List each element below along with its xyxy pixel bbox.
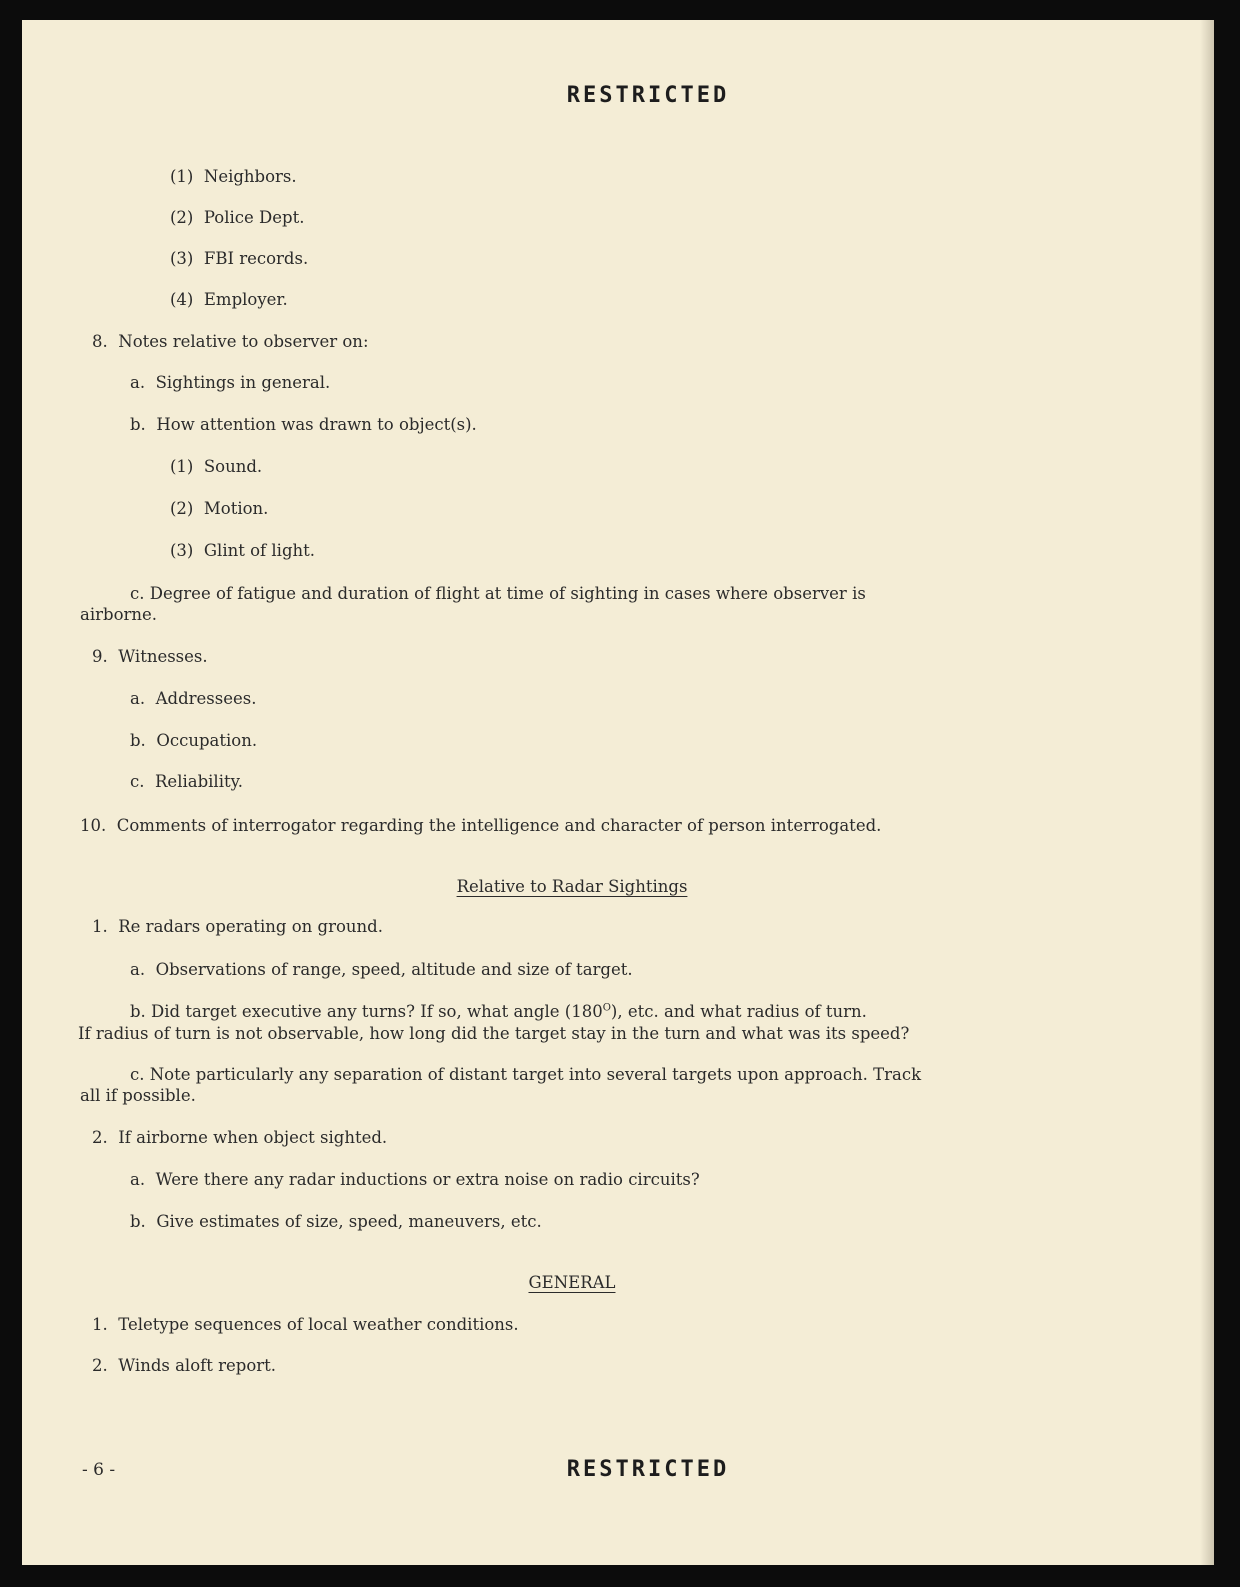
footer-classification-stamp: RESTRICTED bbox=[566, 1457, 730, 1482]
radar-item-2 bbox=[92, 1128, 387, 1147]
item-number: 2. bbox=[92, 1128, 108, 1147]
item-text: Give estimates of size, speed, maneuvers, etc. bbox=[156, 1212, 542, 1231]
general-item-2 bbox=[92, 1356, 276, 1375]
item-letter: b. bbox=[130, 1212, 146, 1231]
sub-item-8c-line1: c. Degree of fatigue and duration of flight at time of sighting in cases where observer is bbox=[130, 584, 866, 603]
item-text: Witnesses. bbox=[118, 647, 208, 666]
item-number: (4) bbox=[170, 290, 194, 309]
item-number: 8. bbox=[92, 332, 108, 351]
item-number: 10. bbox=[80, 816, 107, 835]
list-item bbox=[170, 249, 308, 268]
item-text: Glint of light. bbox=[203, 541, 316, 560]
sub-item-9b bbox=[130, 731, 257, 750]
item-text: Neighbors. bbox=[203, 167, 297, 186]
item-text: Were there any radar inductions or extra noise on radio circuits? bbox=[155, 1170, 700, 1189]
item-number: (2) bbox=[170, 208, 194, 227]
general-section-heading: GENERAL bbox=[528, 1273, 616, 1292]
header-classification-stamp: RESTRICTED bbox=[566, 83, 730, 108]
item-letter: a. bbox=[130, 373, 146, 392]
item-letter: a. bbox=[130, 960, 146, 979]
sub-item-9a bbox=[130, 689, 256, 708]
item-number: 1. bbox=[92, 917, 108, 936]
item-number: (3) bbox=[170, 541, 194, 560]
item-number: 1. bbox=[92, 1315, 108, 1334]
item-text: FBI records. bbox=[203, 249, 309, 268]
text-fragment: b. Did target executive any turns? If so, what angle (180 bbox=[130, 1002, 603, 1021]
text-fragment: ), etc. and what radius of turn. bbox=[610, 1002, 867, 1021]
item-text: Teletype sequences of local weather conditions. bbox=[118, 1315, 519, 1334]
item-text: How attention was drawn to object(s). bbox=[156, 415, 477, 434]
item-text: Observations of range, speed, altitude and size of target. bbox=[155, 960, 633, 979]
list-item bbox=[170, 457, 262, 476]
item-number: (1) bbox=[170, 457, 194, 476]
item-text: If airborne when object sighted. bbox=[118, 1128, 388, 1147]
item-text: Motion. bbox=[203, 499, 269, 518]
page-edge-shadow bbox=[1200, 20, 1214, 1565]
item-letter: b. bbox=[130, 415, 146, 434]
numbered-item-9 bbox=[92, 647, 208, 666]
item-number: (2) bbox=[170, 499, 194, 518]
item-number: (3) bbox=[170, 249, 194, 268]
radar-sub-item-1c-line1: c. Note particularly any separation of distant target into several targets upon approach. Track bbox=[130, 1065, 922, 1084]
list-item bbox=[170, 208, 304, 227]
radar-sub-item-1b-line1 bbox=[130, 1002, 867, 1021]
item-text: Comments of interrogator regarding the intelligence and character of person interrogated. bbox=[116, 816, 882, 835]
item-number: 9. bbox=[92, 647, 108, 666]
item-text: Re radars operating on ground. bbox=[118, 917, 383, 936]
sub-item-8b bbox=[130, 415, 477, 434]
item-letter: a. bbox=[130, 689, 146, 708]
item-number: 2. bbox=[92, 1356, 108, 1375]
item-text: Addressees. bbox=[155, 689, 257, 708]
item-letter: c. bbox=[130, 772, 145, 791]
item-text: Police Dept. bbox=[203, 208, 305, 227]
list-item bbox=[170, 499, 268, 518]
numbered-item-10 bbox=[80, 816, 881, 835]
general-item-1 bbox=[92, 1315, 519, 1334]
degree-superscript: O bbox=[602, 1002, 611, 1014]
item-letter: b. bbox=[130, 731, 146, 750]
item-text: Winds aloft report. bbox=[118, 1356, 277, 1375]
item-letter: a. bbox=[130, 1170, 146, 1189]
item-text: Sound. bbox=[203, 457, 263, 476]
item-number: (1) bbox=[170, 167, 194, 186]
radar-section-heading: Relative to Radar Sightings bbox=[456, 877, 688, 896]
sub-item-8a bbox=[130, 373, 330, 392]
radar-sub-item-1b-line2: If radius of turn is not observable, how long did the target stay in the turn and what was its speed? bbox=[78, 1024, 910, 1043]
list-item bbox=[170, 167, 297, 186]
item-text: Employer. bbox=[203, 290, 288, 309]
sub-item-9c bbox=[130, 772, 243, 791]
item-text: Reliability. bbox=[155, 772, 243, 791]
radar-sub-item-2b bbox=[130, 1212, 542, 1231]
list-item bbox=[170, 541, 315, 560]
radar-sub-item-1a bbox=[130, 960, 633, 979]
sub-item-8c-line2: airborne. bbox=[80, 605, 158, 624]
item-text: Sightings in general. bbox=[155, 373, 331, 392]
radar-sub-item-2a bbox=[130, 1170, 700, 1189]
radar-sub-item-1c-line2: all if possible. bbox=[80, 1086, 196, 1105]
list-item bbox=[170, 290, 288, 309]
document-page bbox=[22, 20, 1214, 1565]
numbered-item-8 bbox=[92, 332, 369, 351]
page-number: - 6 - bbox=[82, 1460, 116, 1480]
item-text: Occupation. bbox=[156, 731, 258, 750]
item-text: Notes relative to observer on: bbox=[118, 332, 369, 351]
radar-item-1 bbox=[92, 917, 383, 936]
